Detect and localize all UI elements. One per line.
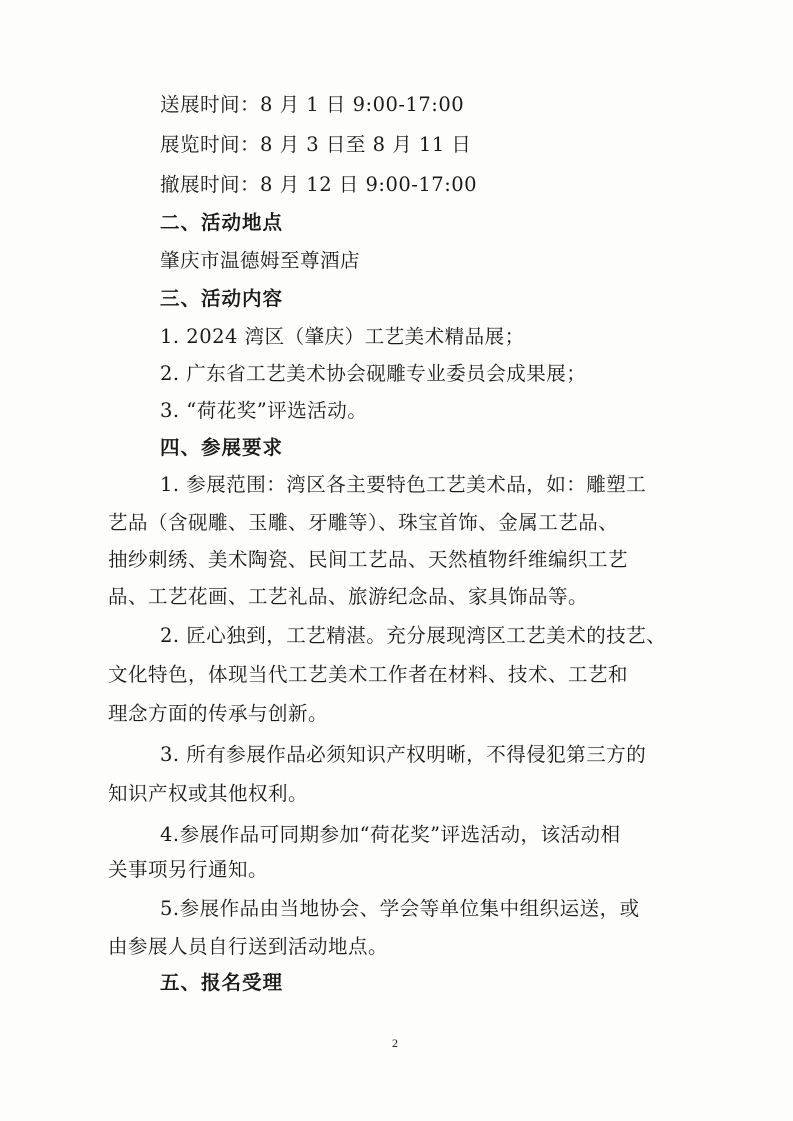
requirement-line: 2. 匠心独到，工艺精湛。充分展现湾区工艺美术的技艺、 <box>160 624 667 647</box>
requirement-line: 知识产权或其他权利。 <box>108 782 309 805</box>
requirement-line: 抽纱刺绣、美术陶瓷、民间工艺品、天然植物纤维编织工艺 <box>108 548 629 571</box>
requirement-line: 艺品（含砚雕、玉雕、牙雕等）、珠宝首饰、金属工艺品、 <box>108 511 619 534</box>
requirement-line: 3. 所有参展作品必须知识产权明晰，不得侵犯第三方的 <box>160 743 647 766</box>
venue-text: 肇庆市温德姆至尊酒店 <box>160 249 361 272</box>
requirement-line: 理念方面的传承与创新。 <box>108 702 329 725</box>
requirement-line: 5.参展作品由当地协会、学会等单位集中组织运送，或 <box>160 897 640 920</box>
section-heading-requirements: 四、参展要求 <box>160 436 284 459</box>
withdrawal-time: 撤展时间：8 月 12 日 9:00-17:00 <box>160 173 478 196</box>
requirement-line: 品、工艺花画、工艺礼品、旅游纪念品、家具饰品等。 <box>108 585 589 608</box>
requirement-line: 关事项另行通知。 <box>108 858 269 881</box>
content-item: 1. 2024 湾区（肇庆）工艺美术精品展； <box>160 325 525 348</box>
section-heading-venue: 二、活动地点 <box>160 211 284 234</box>
requirement-line: 1. 参展范围：湾区各主要特色工艺美术品，如：雕塑工 <box>160 473 647 496</box>
exhibition-time: 展览时间：8 月 3 日至 8 月 11 日 <box>160 133 472 156</box>
requirement-line: 4.参展作品可同期参加“荷花奖”评选活动，该活动相 <box>160 823 621 846</box>
section-heading-content: 三、活动内容 <box>160 287 284 310</box>
page-number: 2 <box>392 1036 398 1050</box>
content-item: 2. 广东省工艺美术协会砚雕专业委员会成果展； <box>160 362 587 385</box>
section-heading-registration: 五、报名受理 <box>160 971 284 994</box>
content-item: 3. “荷花奖”评选活动。 <box>160 399 368 422</box>
requirement-line: 文化特色，体现当代工艺美术工作者在材料、技术、工艺和 <box>108 663 629 686</box>
delivery-time: 送展时间：8 月 1 日 9:00-17:00 <box>160 93 465 116</box>
requirement-line: 由参展人员自行送到活动地点。 <box>108 935 389 958</box>
